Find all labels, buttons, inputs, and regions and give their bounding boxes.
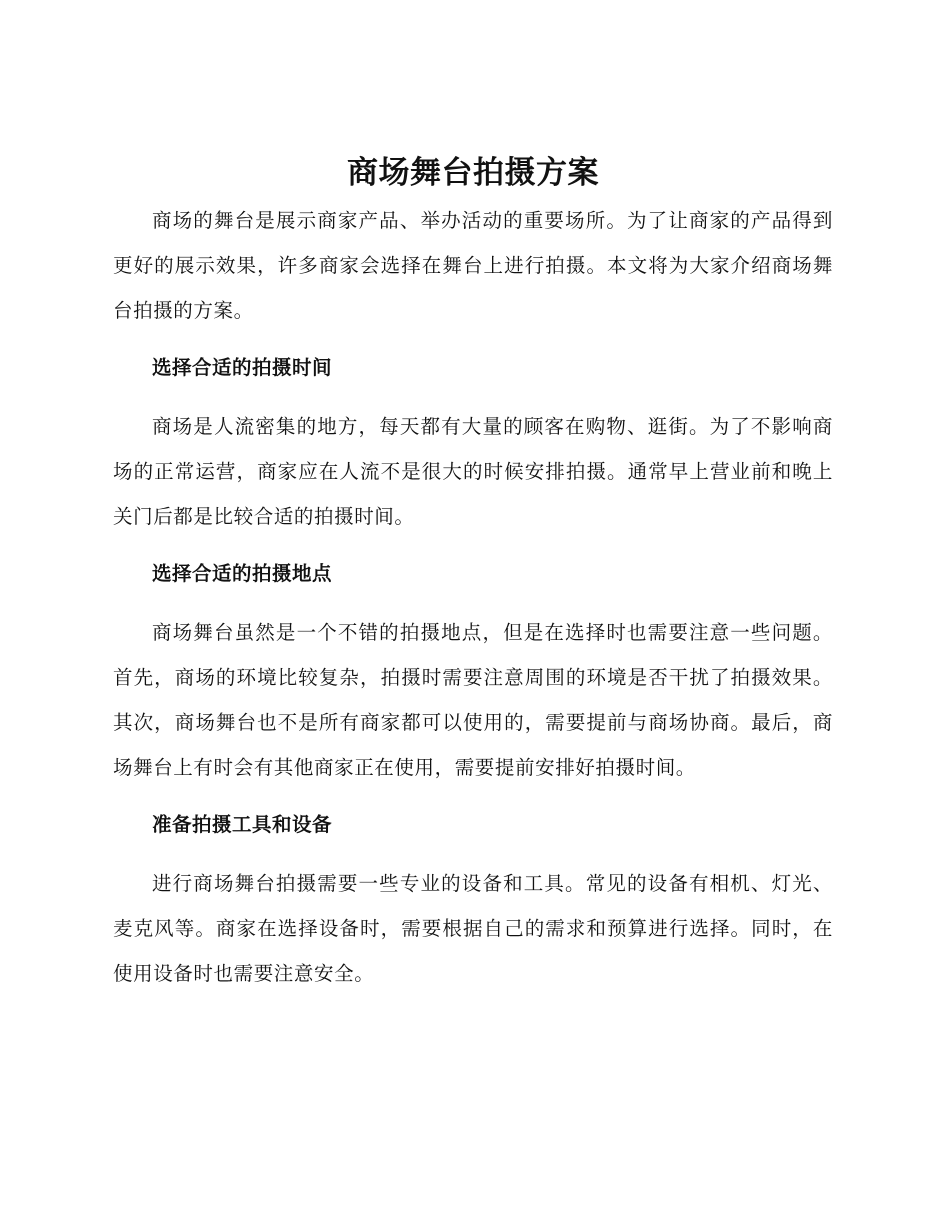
document-page <box>113 148 833 996</box>
section-heading-time: 选择合适的拍摄时间 <box>152 356 333 379</box>
intro-paragraph: 商场的舞台是展示商家产品、举办活动的重要场所。为了让商家的产品得到更好的展示效果，许多商家会选择在舞台上进行拍摄。本文将为大家介绍商场舞台拍摄的方案。 <box>113 209 833 322</box>
section-heading-equipment: 准备拍摄工具和设备 <box>152 813 333 836</box>
section-heading-location: 选择合适的拍摄地点 <box>152 562 333 585</box>
document-title: 商场舞台拍摄方案 <box>347 155 599 191</box>
section-body-equipment: 进行商场舞台拍摄需要一些专业的设备和工具。常见的设备有相机、灯光、麦克风等。商家在选择设备时，需要根据自己的需求和预算进行选择。同时，在使用设备时也需要注意安全。 <box>113 872 833 985</box>
section-body-time: 商场是人流密集的地方，每天都有大量的顾客在购物、逛街。为了不影响商场的正常运营，商家应在人流不是很大的时候安排拍摄。通常早上营业前和晚上关门后都是比较合适的拍摄时间。 <box>113 415 833 528</box>
section-body-location: 商场舞台虽然是一个不错的拍摄地点，但是在选择时也需要注意一些问题。首先，商场的环境比较复杂，拍摄时需要注意周围的环境是否干扰了拍摄效果。其次，商场舞台也不是所有商家都可以使用的，需要提前与商场协商。最后，商场舞台上有时会有其他商家正在使用，需要提前安排好拍摄时间。 <box>113 621 833 779</box>
